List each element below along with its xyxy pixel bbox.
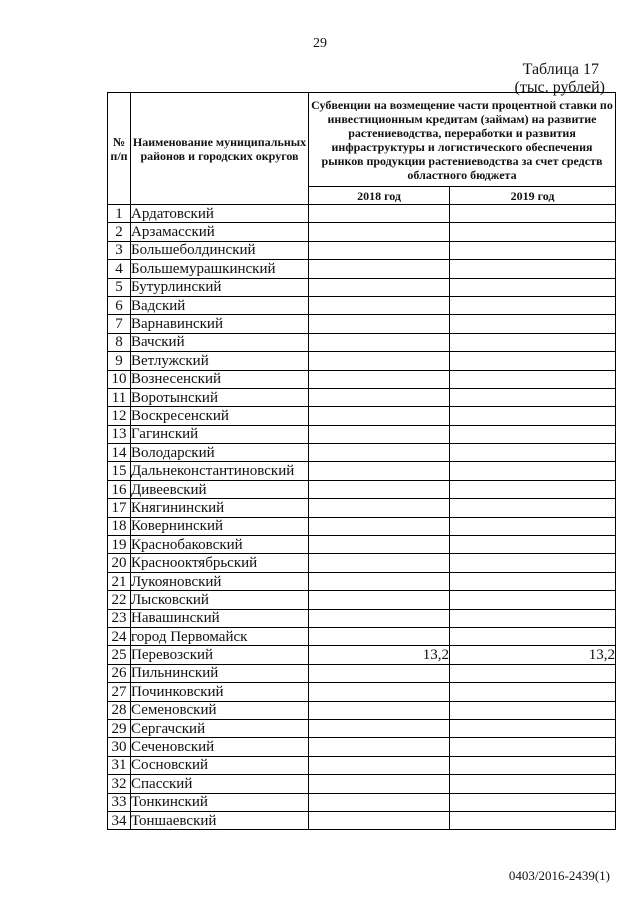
row-number: 28 — [108, 701, 131, 719]
value-2019 — [450, 536, 616, 554]
row-number: 30 — [108, 738, 131, 756]
district-name: Княгининский — [131, 499, 309, 517]
row-number: 2 — [108, 223, 131, 241]
value-2018 — [309, 425, 450, 443]
row-number: 29 — [108, 719, 131, 737]
value-2019 — [450, 554, 616, 572]
value-2019 — [450, 296, 616, 314]
table-row — [108, 315, 616, 333]
value-2018 — [309, 719, 450, 737]
table-row — [108, 462, 616, 480]
table-row — [108, 223, 616, 241]
row-number: 18 — [108, 517, 131, 535]
value-2019 — [450, 223, 616, 241]
district-name: Вачский — [131, 333, 309, 351]
district-name: Большемурашкинский — [131, 260, 309, 278]
table-row — [108, 646, 616, 664]
value-2019: 13,2 — [450, 646, 616, 664]
row-number: 13 — [108, 425, 131, 443]
row-number: 22 — [108, 591, 131, 609]
district-name: Большеболдинский — [131, 241, 309, 259]
table-title: Таблица 17 — [522, 61, 599, 78]
district-name: Перевозский — [131, 646, 309, 664]
value-2019 — [450, 609, 616, 627]
value-2018 — [309, 260, 450, 278]
page-number: 29 — [313, 36, 327, 51]
value-2019 — [450, 260, 616, 278]
value-2019 — [450, 683, 616, 701]
row-number: 21 — [108, 572, 131, 590]
row-number: 7 — [108, 315, 131, 333]
row-number: 24 — [108, 627, 131, 645]
value-2018 — [309, 572, 450, 590]
value-2019 — [450, 793, 616, 811]
table-row — [108, 609, 616, 627]
table-row — [108, 683, 616, 701]
value-2019 — [450, 499, 616, 517]
value-2018 — [309, 536, 450, 554]
table-row — [108, 205, 616, 223]
row-number: 34 — [108, 811, 131, 829]
district-name: Арзамасский — [131, 223, 309, 241]
value-2018 — [309, 241, 450, 259]
row-number: 31 — [108, 756, 131, 774]
value-2018 — [309, 756, 450, 774]
value-2018 — [309, 205, 450, 223]
header-name: Наименование муниципальных районов и городских округов — [131, 93, 309, 205]
value-2019 — [450, 205, 616, 223]
value-2019 — [450, 627, 616, 645]
value-2018 — [309, 370, 450, 388]
district-name: Семеновский — [131, 701, 309, 719]
row-number: 27 — [108, 683, 131, 701]
district-name: Дивеевский — [131, 480, 309, 498]
value-2018 — [309, 517, 450, 535]
value-2018 — [309, 811, 450, 829]
value-2018 — [309, 296, 450, 314]
value-2018 — [309, 554, 450, 572]
row-number: 1 — [108, 205, 131, 223]
value-2019 — [450, 425, 616, 443]
value-2019 — [450, 572, 616, 590]
value-2019 — [450, 315, 616, 333]
header-subsidy: Субвенции на возмещение части процентной ставки по инвестиционным кредитам (займам) на развитие растениеводства, переработки и развития инфраструктуры и логистического обеспечения рынков продукции растениеводства за счет средств областного бюджета — [309, 93, 616, 187]
row-number: 26 — [108, 664, 131, 682]
value-2018 — [309, 352, 450, 370]
value-2019 — [450, 278, 616, 296]
table-row — [108, 793, 616, 811]
table-row — [108, 260, 616, 278]
header-year-2019: 2019 год — [450, 187, 616, 205]
value-2019 — [450, 591, 616, 609]
table-row — [108, 572, 616, 590]
table-row — [108, 536, 616, 554]
value-2018 — [309, 591, 450, 609]
row-number: 4 — [108, 260, 131, 278]
value-2018 — [309, 407, 450, 425]
district-name: Краснобаковский — [131, 536, 309, 554]
row-number: 14 — [108, 444, 131, 462]
table-row — [108, 775, 616, 793]
value-2019 — [450, 480, 616, 498]
subsidy-table — [107, 92, 616, 830]
units-label: (тыс. рублей) — [514, 79, 605, 96]
value-2018 — [309, 499, 450, 517]
table-row — [108, 554, 616, 572]
district-name: Варнавинский — [131, 315, 309, 333]
district-name: Дальнеконстантиновский — [131, 462, 309, 480]
row-number: 10 — [108, 370, 131, 388]
value-2019 — [450, 719, 616, 737]
row-number: 16 — [108, 480, 131, 498]
row-number: 8 — [108, 333, 131, 351]
row-number: 32 — [108, 775, 131, 793]
value-2019 — [450, 775, 616, 793]
district-name: Лысковский — [131, 591, 309, 609]
row-number: 12 — [108, 407, 131, 425]
table-row — [108, 425, 616, 443]
district-name: город Первомайск — [131, 627, 309, 645]
value-2018 — [309, 683, 450, 701]
value-2018 — [309, 701, 450, 719]
table-row — [108, 333, 616, 351]
table-row — [108, 664, 616, 682]
row-number: 19 — [108, 536, 131, 554]
row-number: 11 — [108, 388, 131, 406]
table-row — [108, 370, 616, 388]
value-2019 — [450, 370, 616, 388]
document-code: 0403/2016-2439(1) — [508, 868, 610, 883]
value-2018 — [309, 664, 450, 682]
table-row — [108, 352, 616, 370]
row-number: 17 — [108, 499, 131, 517]
row-number: 25 — [108, 646, 131, 664]
table-row — [108, 701, 616, 719]
district-name: Навашинский — [131, 609, 309, 627]
district-name: Сеченовский — [131, 738, 309, 756]
row-number: 23 — [108, 609, 131, 627]
district-name: Сосновский — [131, 756, 309, 774]
table-row — [108, 278, 616, 296]
value-2019 — [450, 352, 616, 370]
value-2019 — [450, 333, 616, 351]
table-row — [108, 719, 616, 737]
value-2018 — [309, 444, 450, 462]
value-2018 — [309, 278, 450, 296]
value-2018: 13,2 — [309, 646, 450, 664]
value-2019 — [450, 811, 616, 829]
row-number: 33 — [108, 793, 131, 811]
district-name: Ардатовский — [131, 205, 309, 223]
table-row — [108, 627, 616, 645]
value-2018 — [309, 388, 450, 406]
row-number: 20 — [108, 554, 131, 572]
value-2018 — [309, 627, 450, 645]
value-2018 — [309, 738, 450, 756]
value-2019 — [450, 462, 616, 480]
district-name: Гагинский — [131, 425, 309, 443]
district-name: Краснооктябрьский — [131, 554, 309, 572]
table-row — [108, 591, 616, 609]
district-name: Ковернинский — [131, 517, 309, 535]
district-name: Тонкинский — [131, 793, 309, 811]
table-row — [108, 388, 616, 406]
district-name: Воскресенский — [131, 407, 309, 425]
header-year-2018: 2018 год — [309, 187, 450, 205]
row-number: 9 — [108, 352, 131, 370]
value-2019 — [450, 701, 616, 719]
value-2018 — [309, 609, 450, 627]
value-2018 — [309, 333, 450, 351]
row-number: 3 — [108, 241, 131, 259]
table-row — [108, 756, 616, 774]
district-name: Лукояновский — [131, 572, 309, 590]
table-row — [108, 738, 616, 756]
district-name: Вознесенский — [131, 370, 309, 388]
table-row — [108, 480, 616, 498]
value-2018 — [309, 775, 450, 793]
table-row — [108, 517, 616, 535]
row-number: 6 — [108, 296, 131, 314]
row-number: 15 — [108, 462, 131, 480]
header-num: № п/п — [108, 93, 131, 205]
table-row — [108, 811, 616, 829]
district-name: Бутурлинский — [131, 278, 309, 296]
value-2019 — [450, 756, 616, 774]
district-name: Спасский — [131, 775, 309, 793]
value-2018 — [309, 480, 450, 498]
value-2019 — [450, 517, 616, 535]
value-2019 — [450, 241, 616, 259]
row-number: 5 — [108, 278, 131, 296]
table-row — [108, 444, 616, 462]
value-2019 — [450, 738, 616, 756]
table-body — [108, 205, 616, 830]
district-name: Володарский — [131, 444, 309, 462]
value-2018 — [309, 462, 450, 480]
value-2018 — [309, 793, 450, 811]
district-name: Ветлужский — [131, 352, 309, 370]
district-name: Вадский — [131, 296, 309, 314]
district-name: Починковский — [131, 683, 309, 701]
table-row — [108, 407, 616, 425]
value-2018 — [309, 223, 450, 241]
table-row — [108, 296, 616, 314]
value-2019 — [450, 388, 616, 406]
value-2019 — [450, 664, 616, 682]
district-name: Тоншаевский — [131, 811, 309, 829]
table-row — [108, 241, 616, 259]
value-2019 — [450, 444, 616, 462]
district-name: Воротынский — [131, 388, 309, 406]
district-name: Сергачский — [131, 719, 309, 737]
value-2018 — [309, 315, 450, 333]
table-row — [108, 499, 616, 517]
district-name: Пильнинский — [131, 664, 309, 682]
value-2019 — [450, 407, 616, 425]
